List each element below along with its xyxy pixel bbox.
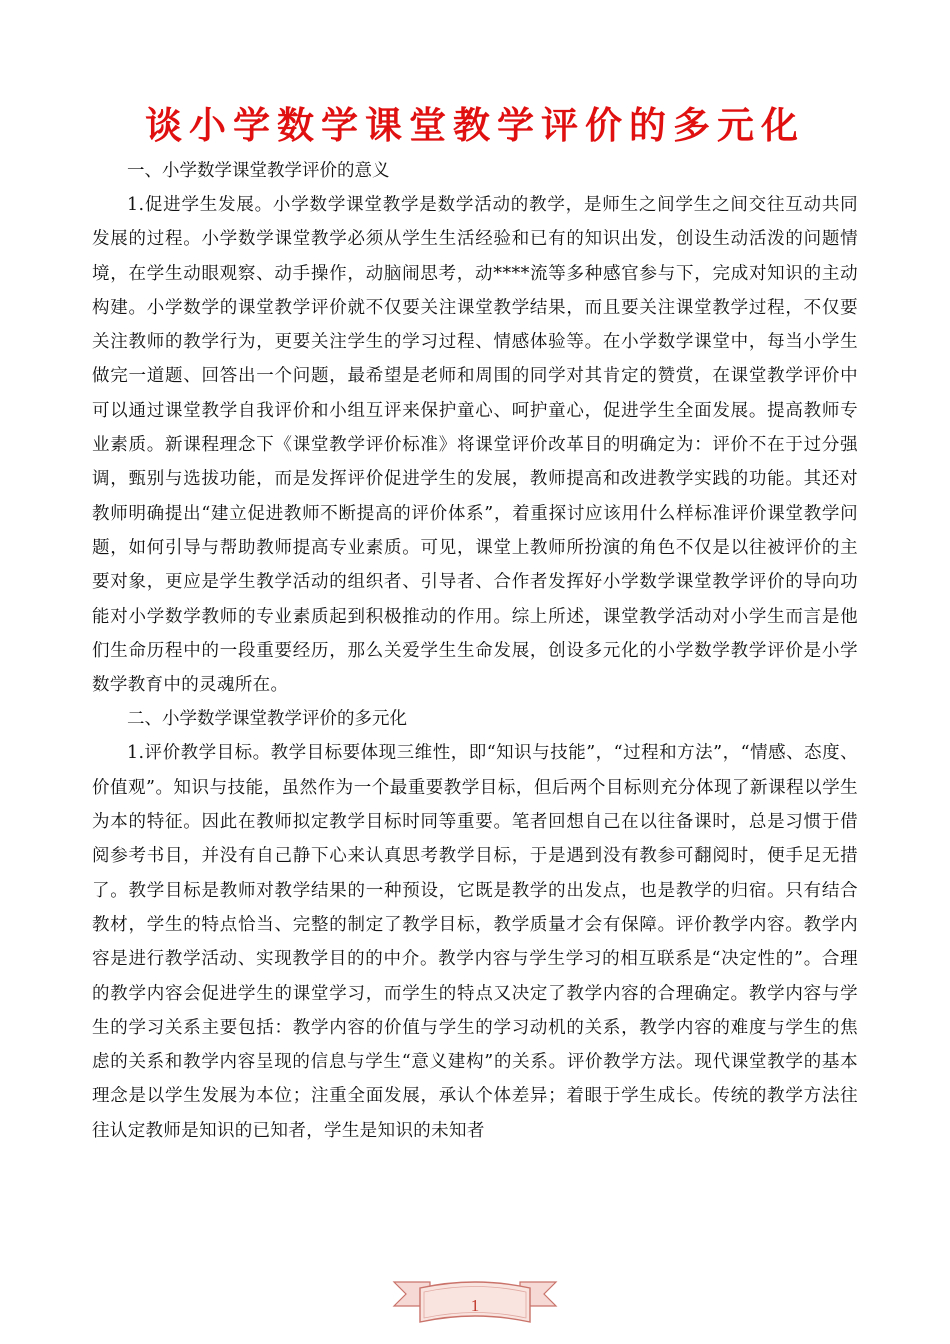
section-1-heading: 一、小学数学课堂教学评价的意义: [127, 161, 390, 181]
document-page: [92, 98, 858, 1148]
section-2-heading: 二、小学数学课堂教学评价的多元化: [127, 709, 407, 730]
page-number-ribbon: [390, 1272, 560, 1336]
page-number: 1: [470, 1296, 480, 1315]
section-1-paragraph: 1.促进学生发展。小学数学课堂教学是数学活动的教学，是师生之间学生之间交往互动共同发展的过程。小学数学课堂教学必须从学生生活经验和已有的知识出发，创设生动活泼的问题情境，在学生动眼观察、动手操作，动脑闹思考，动****流等多种感官参与下，完成对知识的主动构建。小学数学的课堂教学评价就不仅要关注课堂教学结果，而且要关注课堂教学过程，不仅要关注教师的教学行为，更要关注学生的学习过程、情感体验等。在小学数学课堂中，每当小学生做完一道题、回答出一个问题，最希望是老师和周围的同学对其肯定的赞赏，在课堂教学评价中可以通过课堂教学自我评价和小组互评来保护童心、呵护童心，促进学生全面发展。提高教师专业素质。新课程理念下《课堂教学评价标准》将课堂评价改革目的明确定为：评价不在于过分强调，甄别与选拔功能，而是发挥评价促进学生的发展，教师提高和改进教学实践的功能。其还对教师明确提出“建立促进教师不断提高的评价体系”，着重探讨应该用什么样标准评价课堂教学问题，如何引导与帮助教师提高专业素质。可见，课堂上教师所扮演的角色不仅是以往被评价的主要对象，更应是学生教学活动的组织者、引导者、合作者发挥好小学数学课堂教学评价的导向功能对小学数学教师的专业素质起到积极推动的作用。综上所述，课堂教学活动对小学生而言是他们生命历程中的一段重要经历，那么关爱学生生命发展，创设多元化的小学数学教学评价是小学数学教育中的灵魂所在。: [92, 195, 858, 696]
section-2-paragraph: 1.评价教学目标。教学目标要体现三维性，即“知识与技能”，“过程和方法”，“情感、态度、价值观”。知识与技能，虽然作为一个最重要教学目标，但后两个目标则充分体现了新课程以学生为本的特征。因此在教师拟定教学目标时同等重要。笔者回想自己在以往备课时，总是习惯于借阅参考书目，并没有自己静下心来认真思考教学目标，于是遇到没有教参可翻阅时，便手足无措了。教学目标是教师对教学结果的一种预设，它既是教学的出发点，也是教学的归宿。只有结合教材，学生的特点恰当、完整的制定了教学目标，教学质量才会有保障。评价教学内容。教学内容是进行教学活动、实现教学目的的中介。教学内容与学生学习的相互联系是“决定性的”。合理的教学内容会促进学生的课堂学习，而学生的特点又决定了教学内容的合理确定。教学内容与学生的学习关系主要包括：教学内容的价值与学生的学习动机的关系，教学内容的难度与学生的焦虑的关系和教学内容呈现的信息与学生“意义建构”的关系。评价教学方法。现代课堂教学的基本理念是以学生发展为本位；注重全面发展，承认个体差异；着眼于学生成长。传统的教学方法往往认定教师是知识的已知者，学生是知识的未知者: [92, 743, 858, 1141]
document-title: 谈小学数学课堂教学评价的多元化: [145, 104, 805, 147]
